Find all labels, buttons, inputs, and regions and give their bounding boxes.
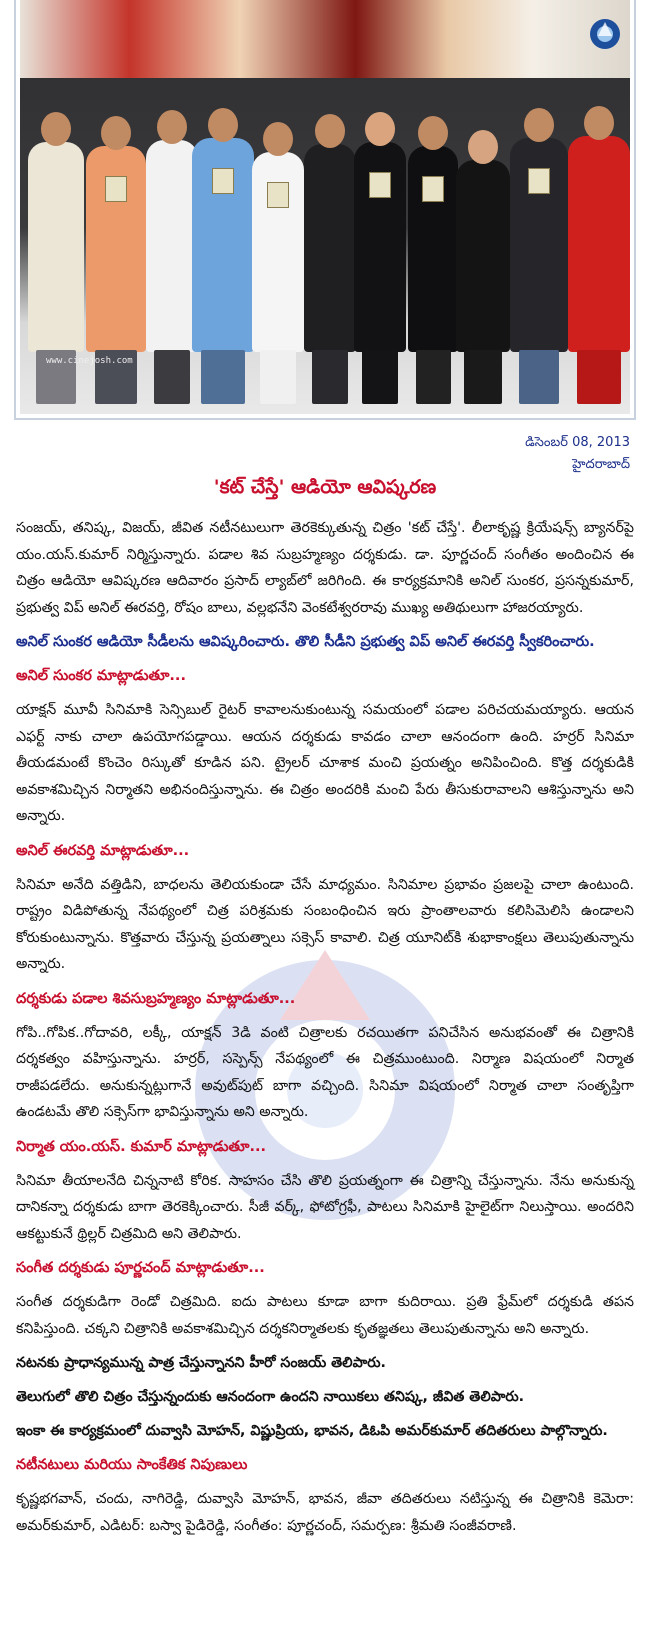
person-figure bbox=[252, 152, 304, 352]
section-heading: అనిల్ సుంకర మాట్లాడుతూ... bbox=[16, 668, 186, 684]
article-paragraph: కృష్ణభగవాన్, చందు, నాగిరెడ్డి, దువ్వాసి మోహన్, భావన, జీవా తదితరులు నటిస్తున్న ఈ చిత్రానికి కెమెరా: అమర్‌కుమార్, ఎడిటర్: బస్వా పైడిరెడ్డి, సంగీతం: పూర్ణచంద్, సమర్పణ: శ్రీమతి సంజీవరాణి. bbox=[16, 1491, 634, 1534]
article-blocks bbox=[16, 515, 634, 1539]
section-heading: నిర్మాత యం.యస్. కుమార్ మాట్లాడుతూ... bbox=[16, 1138, 266, 1155]
person-figure bbox=[510, 138, 568, 352]
section-heading: అనిల్ ఈరవర్తి మాట్లాడుతూ... bbox=[16, 842, 190, 859]
article-paragraph: సంజయ్, తనిష్క, విజయ్, జీవిత నటీనటులుగా తెరకెక్కుతున్న చిత్రం 'కట్ చేస్తే'. లీలాకృష్ణ క్రియేషన్స్ బ్యానర్‌పై యం.యస్.కుమార్ నిర్మిస్తున్నారు. పడాల శివ సుబ్రహ్మణ్యం దర్శకుడు. డా. పూర్ణచంద్ సంగీతం అందించిన ఈ చిత్రం ఆడియో ఆవిష్కరణ ఆదివారం ప్రసాద్ ల్యాబ్‌లో జరిగింది. ఈ కార్యక్రమానికి అనిల్ సుంకర, ప్రసన్నకుమార్, ప్రభుత్వ విప్ అనిల్ ఈరవర్తి, రోషం బాలు, వల్లభనేని వెంకటేశ్వరరావు ముఖ్య అతిథులుగా హాజరయ్యారు. bbox=[16, 520, 634, 616]
person-figure bbox=[354, 142, 406, 352]
section-heading: దర్శకుడు పడాల శివసుబ్రహ్మణ్యం మాట్లాడుతూ... bbox=[16, 990, 296, 1007]
article-paragraph: సినిమా తీయాలనేది చిన్ననాటి కోరిక. సాహసం చేసి తొలి ప్రయత్నంగా ఈ చిత్రాన్ని చేస్తున్నాను. నేను అనుకున్న దానికన్నా దర్శకుడు బాగా తెరకెక్కించారు. సీజీ వర్క్, ఫోటోగ్రఫీ, పాటలు సినిమాకి హైలైట్‌గా నిలుస్తాయి. అందరిని ఆకట్టుకునే థ్రిల్లర్ చిత్రమిది అని తెలిపారు. bbox=[16, 1172, 634, 1242]
section-heading: సంగీత దర్శకుడు పూర్ణచంద్ మాట్లాడుతూ... bbox=[16, 1260, 265, 1276]
person-figure bbox=[28, 142, 84, 352]
bold-statement: ఇంకా ఈ కార్యక్రమంలో దువ్వాసి మోహన్, విష్ణుప్రియ, భావన, డిఓపి అమర్‌కుమార్ తదితరులు పాల్గొన్నారు. bbox=[16, 1423, 608, 1439]
person-figure bbox=[146, 140, 198, 352]
article-highlight: అనిల్ సుంకర ఆడియో సీడీలను ఆవిష్కరించారు. తొలి సీడీని ప్రభుత్వ విప్ అనిల్ ఈరవర్తి స్వీకరించారు. bbox=[16, 634, 595, 650]
bold-statement: తెలుగులో తొలి చిత్రం చేస్తున్నందుకు ఆనందంగా ఉందని నాయికలు తనిష్క, జీవిత తెలిపారు. bbox=[16, 1389, 525, 1405]
article-paragraph: యాక్షన్ మూవీ సినిమాకి సెన్సిబుల్ రైటర్ కావాలనుకుంటున్న సమయంలో పడాల పరిచయమయ్యారు. ఆయన ఎఫర్ట్ నాకు చాలా ఉపయోగపడ్డాయి. ఆయన దర్శకుడు కావడం చాలా ఆనందంగా ఉంది. హర్రర్ సినిమా తీయడమంటే కొంచెం రిస్కుతో కూడిన పని. ట్రైలర్ చూశాక మంచి ప్రయత్నం అనిపించింది. కొత్త దర్శకుడికి అవకాశమిచ్చిన నిర్మాతని అభినందిస్తున్నాను. ఈ చిత్రం అందరికి మంచి పేరు తీసుకురావాలని ఆశిస్తున్నాను అని అన్నారు. bbox=[16, 702, 634, 824]
article-paragraph: సినిమా అనేది వత్తిడిని, బాధలను తెలియకుండా చేసే మాధ్యమం. సినిమాల ప్రభావం ప్రజలపై చాలా ఉంటుంది. రాష్ట్రం విడిపోతున్న నేపథ్యంలో చిత్ర పరిశ్రమకు సంబంధించిన ఇరు ప్రాంతాలవారు కలిసిమెలిసి ఉండాలని కోరుకుంటున్నాను. కొత్తవారు చేస్తున్న ప్రయత్నాలు సక్సెస్ కావాలి. చిత్ర యూనిట్‌కి శుభాకాంక్షలు తెలుపుతున్నాను అన్నారు. bbox=[16, 876, 634, 972]
article-body bbox=[16, 476, 634, 1547]
movie-banner bbox=[20, 0, 630, 78]
dateline bbox=[525, 432, 630, 476]
bold-statement: నటనకు ప్రాధాన్యమున్న పాత్ర చేస్తున్నానని హీరో సంజయ్ తెలిపారు. bbox=[16, 1355, 386, 1371]
event-photo bbox=[20, 0, 630, 414]
article-headline: 'కట్ చేస్తే' ఆడియో ఆవిష్కరణ bbox=[213, 476, 437, 498]
person-figure bbox=[304, 144, 356, 352]
event-photo-frame bbox=[14, 0, 636, 420]
person-figure bbox=[456, 160, 510, 352]
person-figure bbox=[86, 146, 146, 352]
article-place: హైదరాబాద్ bbox=[572, 457, 630, 472]
article-paragraph: సంగీత దర్శకుడిగా రెండో చిత్రమిది. ఐదు పాటలు కూడా బాగా కుదిరాయి. ప్రతి ఫ్రేమ్‌లో దర్శకుడి తపన కనిపిస్తుంది. చక్కని చిత్రానికి అవకాశమిచ్చిన దర్శకనిర్మాతలకు కృతజ్ఞతలు తెలుపుతున్నాను అని అన్నారు. bbox=[16, 1294, 634, 1337]
person-figure bbox=[192, 138, 254, 352]
person-figure bbox=[568, 136, 630, 352]
person-figure bbox=[408, 146, 458, 352]
photo-watermark: www.cinejosh.com bbox=[46, 356, 133, 366]
article-paragraph: గోపి..గోపిక..గోదావరి, లక్కీ, యాక్షన్ 3డి వంటి చిత్రాలకు రచయితగా పనిచేసిన అనుభవంతో ఈ చిత్రానికి దర్శకత్వం వహిస్తున్నాను. హర్రర్, సస్పెన్స్ నేపథ్యంలో ఈ చిత్రముంటుంది. నిర్మాణ విషయంలో నిర్మాత రాజీపడలేదు. అనుకున్నట్లుగానే అవుట్‌పుట్ బాగా వచ్చింది. సినిమా విషయంలో నిర్మాత చాలా సంతృప్తిగా ఉండటమే తొలి సక్సెస్‌గా భావిస్తున్నాను అని అన్నారు. bbox=[16, 1024, 634, 1120]
article-date: డిసెంబర్ 08, 2013 bbox=[525, 435, 630, 450]
site-logo-icon bbox=[588, 14, 622, 54]
section-heading: నటీనటులు మరియు సాంకేతిక నిపుణులు bbox=[16, 1457, 248, 1473]
